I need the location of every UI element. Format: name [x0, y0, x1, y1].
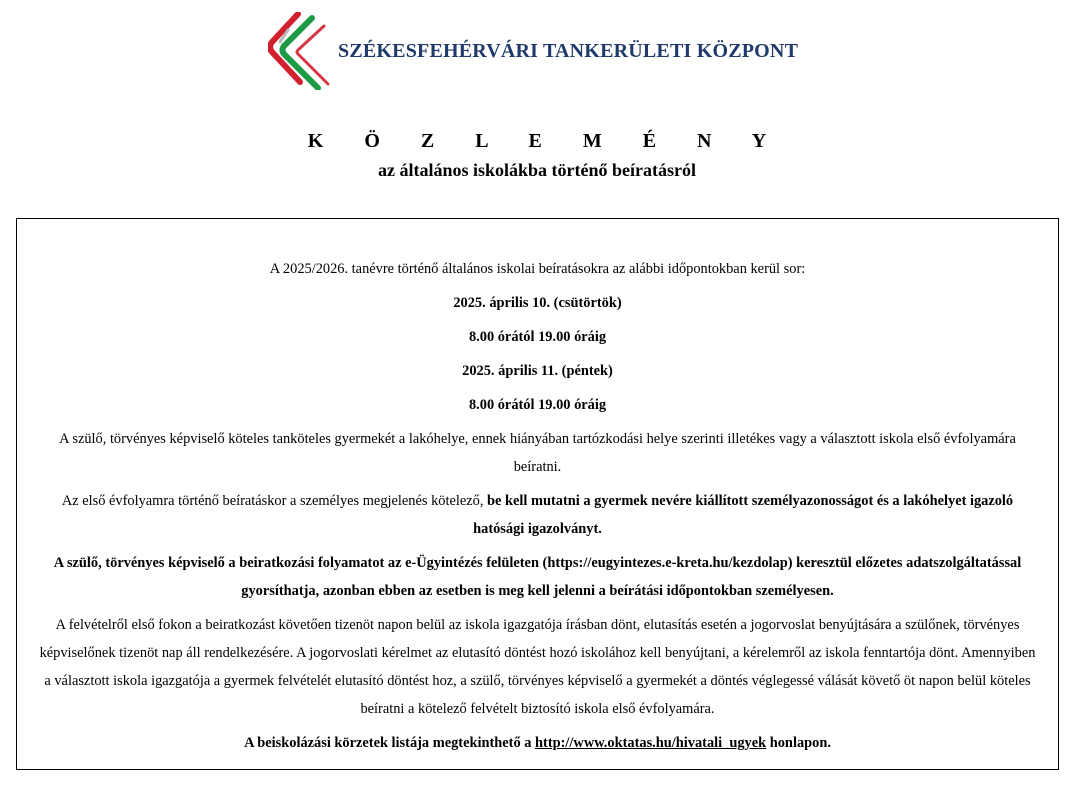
- district-list-prefix: A beiskolázási körzetek listája megtekinthető a: [244, 735, 536, 751]
- page-title: K Ö Z L E M É N Y: [307, 130, 785, 152]
- page-subtitle: az általános iskolákba történő beíratásról: [378, 160, 696, 180]
- enrollment-date-2: 2025. április 11. (péntek): [462, 363, 613, 379]
- notice-online-paragraph: A szülő, törvényes képviselő a beiratkozási folyamatot az e-Ügyintézés felületen (https://eugyintezes.e-kreta.hu/kezdolap) keresztül előzetes adatszolgáltatással gyorsíthatja, azonban ebben az esetben is meg kell jelenni a beírátási időpontokban személyesen.: [53, 555, 1022, 599]
- notice-district-list-paragraph: [35, 729, 1040, 757]
- notice-decision-paragraph: A felvételről első fokon a beiratkozást követően tizenöt napon belül az iskola igazgatója írásban dönt, elutasítás esetén a jogorvoslat benyújtására a szülőnek, törvényes képviselőnek tizenöt nap áll rendelkezésére. A jogorvoslati kérelmet az elutasító döntést hozó iskolához kell benyújtani, a kérelemről az iskola fenntartója dönt. Amennyiben a választott iskola igazgatója a gyermek felvételét elutasító döntést hoz, a szülő, törvényes képviselő a gyermekét a döntés véglegessé válását követő öt napon belül köteles beíratni a kötelező felvételt biztosító iskola első évfolyamára.: [39, 617, 1036, 717]
- enrollment-date-1: 2025. április 10. (csütörtök): [453, 295, 622, 311]
- notice-intro: A 2025/2026. tanévre történő általános iskolai beíratásokra az alábbi időpontokban kerül sor:: [269, 261, 806, 277]
- district-list-suffix: honlapon.: [766, 735, 831, 751]
- notice-box: [16, 218, 1059, 770]
- tankeruleti-kozpont-logo-icon: [268, 12, 330, 90]
- oktatas-hu-link[interactable]: http://www.oktatas.hu/hivatali_ugyek: [535, 735, 767, 751]
- notice-obligation-paragraph: A szülő, törvényes képviselő köteles tanköteles gyermekét a lakóhelye, ennek hiányában tartózkodási helye szerinti illetékes vagy a választott iskola első évfolyamára beíratni.: [59, 431, 1016, 475]
- documents-text: Az első évfolyamra történő beíratáskor a személyes megjelenés kötelező,: [61, 493, 488, 509]
- documents-required-text: be kell mutatni a gyermek nevére kiállított személyazonosságot és a lakóhelyet igazoló hatósági igazolványt.: [473, 493, 1014, 537]
- enrollment-time-2: 8.00 órától 19.00 óráig: [468, 397, 607, 413]
- enrollment-time-1: 8.00 órától 19.00 óráig: [468, 329, 607, 345]
- header: [268, 12, 798, 90]
- organization-name: SZÉKESFEHÉRVÁRI TANKERÜLETI KÖZPONT: [338, 39, 799, 62]
- notice-documents-paragraph: [35, 487, 1040, 543]
